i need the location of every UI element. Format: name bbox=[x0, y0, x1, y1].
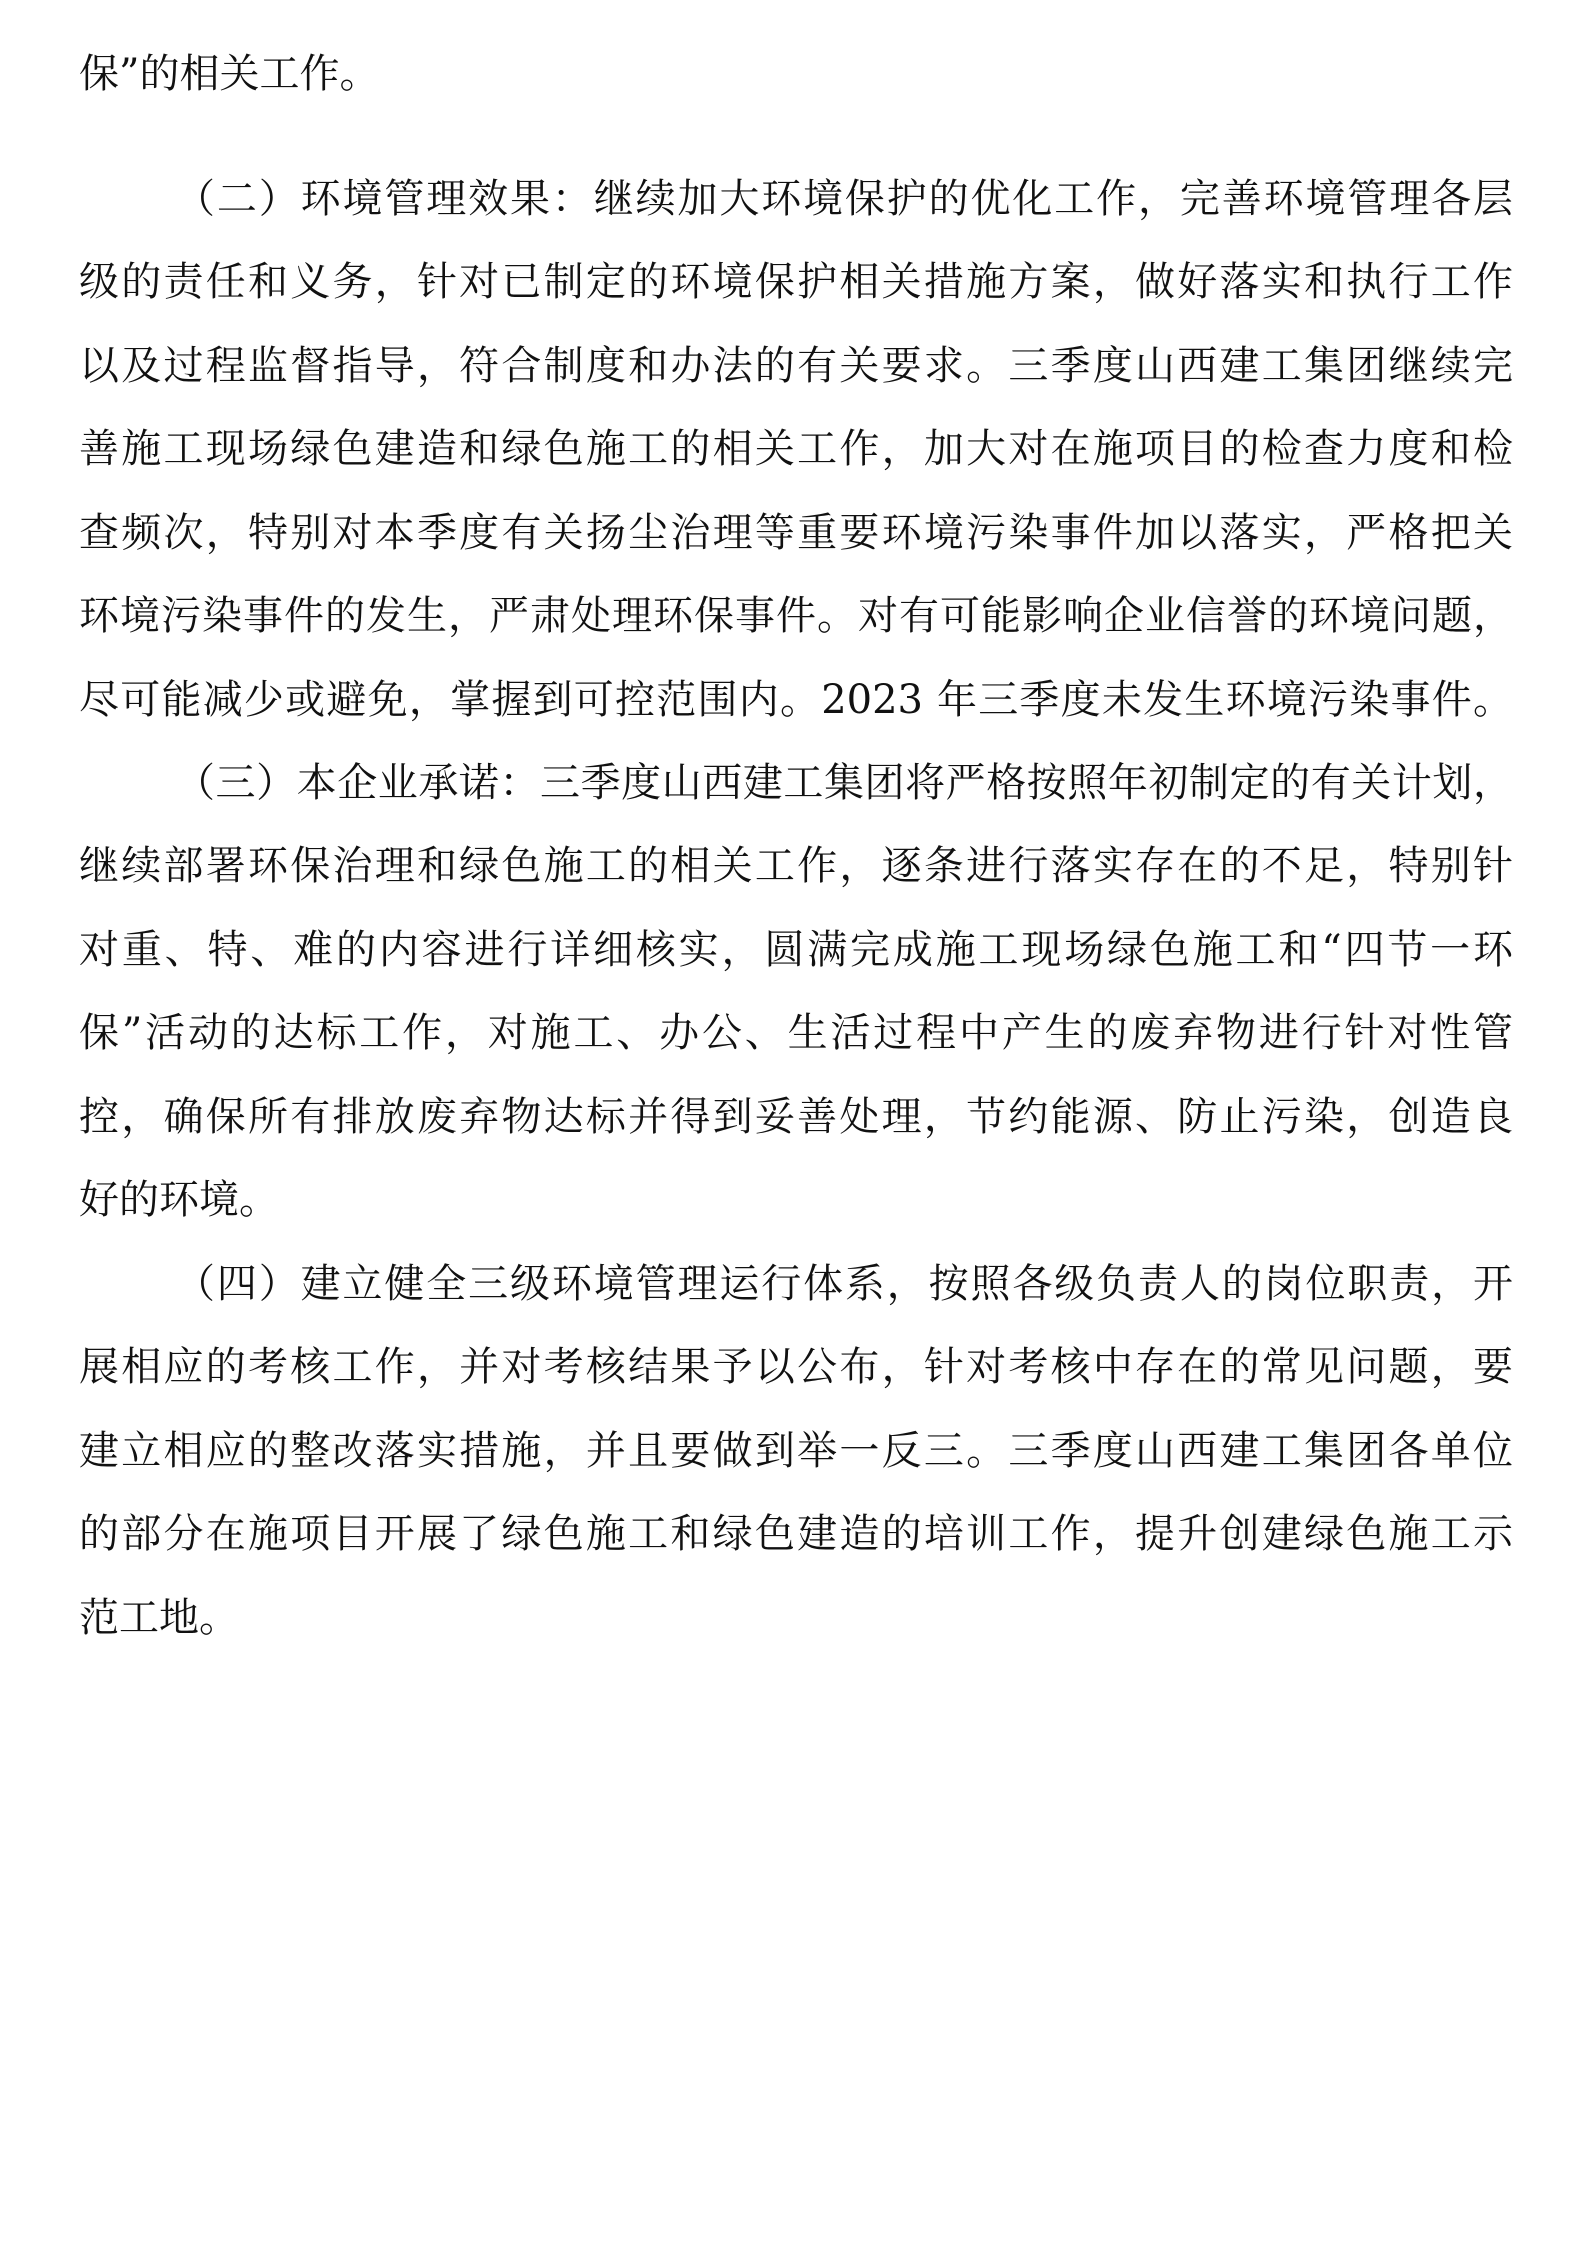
paragraph-line: 的部分在施项目开展了绿色施工和绿色建造的培训工作，提升创建绿色施工示 bbox=[79, 1511, 1513, 1557]
paragraph-line: 展相应的考核工作，并对考核结果予以公布，针对考核中存在的常见问题，要 bbox=[79, 1344, 1513, 1390]
paragraph-line: 保”的相关工作。 bbox=[79, 51, 380, 97]
paragraph-first-line: （三）本企业承诺：三季度山西建工集团将严格按照年初制定的有关计划， bbox=[175, 760, 1513, 806]
paragraph-line: 建立相应的整改落实措施，并且要做到举一反三。三季度山西建工集团各单位 bbox=[79, 1428, 1513, 1474]
paragraph-first-line: （四）建立健全三级环境管理运行体系，按照各级负责人的岗位职责，开 bbox=[175, 1261, 1513, 1307]
paragraph-line: 善施工现场绿色建造和绿色施工的相关工作，加大对在施项目的检查力度和检 bbox=[79, 426, 1513, 472]
paragraph-line: 查频次，特别对本季度有关扬尘治理等重要环境污染事件加以落实，严格把关 bbox=[79, 510, 1513, 556]
paragraph-line: 环境污染事件的发生，严肃处理环保事件。对有可能影响企业信誉的环境问题， bbox=[79, 593, 1513, 639]
paragraph-line: 继续部署环保治理和绿色施工的相关工作，逐条进行落实存在的不足，特别针 bbox=[79, 843, 1513, 889]
paragraph-line: 好的环境。 bbox=[79, 1177, 279, 1223]
paragraph-line: 控，确保所有排放废弃物达标并得到妥善处理，节约能源、防止污染，创造良 bbox=[79, 1094, 1513, 1140]
paragraph-first-line: （二）环境管理效果：继续加大环境保护的优化工作，完善环境管理各层 bbox=[175, 176, 1513, 222]
paragraph-line: 范工地。 bbox=[79, 1595, 239, 1641]
paragraph-line: 保”活动的达标工作，对施工、办公、生活过程中产生的废弃物进行针对性管 bbox=[79, 1010, 1513, 1056]
paragraph-line: 尽可能减少或避免，掌握到可控范围内。2023 年三季度未发生环境污染事件。 bbox=[79, 677, 1513, 723]
paragraph-line: 对重、特、难的内容进行详细核实，圆满完成施工现场绿色施工和“四节一环 bbox=[79, 927, 1513, 973]
paragraph-line: 以及过程监督指导，符合制度和办法的有关要求。三季度山西建工集团继续完 bbox=[79, 343, 1513, 389]
paragraph-line: 级的责任和义务，针对已制定的环境保护相关措施方案，做好落实和执行工作 bbox=[79, 259, 1513, 305]
